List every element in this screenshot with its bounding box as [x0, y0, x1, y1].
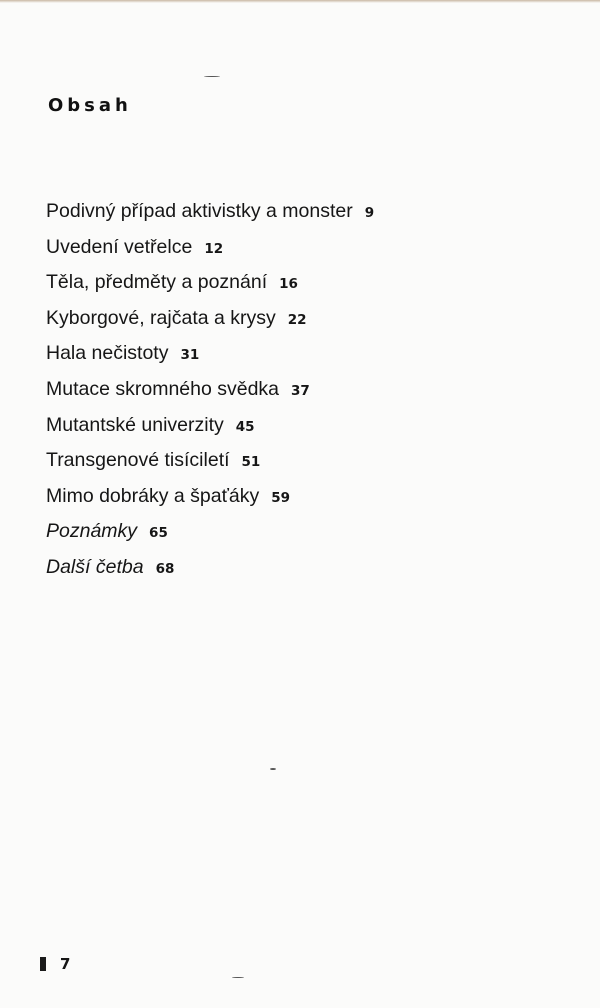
toc-entry [46, 372, 374, 408]
toc-entry-title: Mimo dobráky a špaťáky [46, 484, 260, 507]
page-marker [40, 957, 46, 971]
toc-entry-page: 68 [155, 560, 175, 577]
toc-entry-title: Transgenové tisíciletí [46, 449, 230, 472]
toc-entry-page: 51 [241, 454, 261, 471]
toc-entry-title: Těla, předměty a poznání [46, 271, 268, 294]
toc-entry-page: 31 [180, 347, 200, 364]
toc-entry-page: 22 [287, 311, 307, 328]
toc-entry [46, 514, 374, 550]
print-speck [204, 76, 220, 77]
page-footer [40, 955, 70, 972]
toc-entry [46, 479, 374, 515]
toc-entry [46, 194, 374, 230]
toc-entry-title: Další četba [46, 555, 144, 578]
toc-entry-title: Poznámky [46, 520, 138, 543]
print-speck [232, 977, 244, 978]
contents-heading: Obsah [48, 95, 132, 116]
table-of-contents [46, 194, 374, 586]
toc-entry-title: Hala nečistoty [46, 342, 169, 365]
toc-entry-page: 12 [204, 240, 224, 257]
toc-entry-title: Mutace skromného svědka [46, 377, 280, 400]
toc-entry [46, 230, 374, 266]
toc-entry [46, 265, 374, 301]
toc-entry [46, 408, 374, 444]
toc-entry-title: Mutantské univerzity [46, 413, 224, 436]
toc-entry-page: 59 [271, 489, 291, 506]
toc-entry-page: 37 [291, 382, 310, 399]
toc-entry-page: 9 [364, 205, 375, 221]
toc-entry-title: Kyborgové, rajčata a krysy [46, 306, 276, 329]
toc-entry [46, 443, 374, 479]
toc-entry [46, 301, 374, 337]
toc-entry-page: 45 [235, 418, 255, 435]
toc-entry-page: 16 [279, 276, 298, 293]
toc-entry-page: 65 [149, 525, 168, 542]
toc-entry-title: Uvedení vetřelce [46, 235, 193, 258]
toc-entry [46, 336, 374, 372]
page-top-edge [0, 0, 600, 3]
toc-entry [46, 550, 374, 586]
toc-entry-title: Podivný případ aktivistky a monster [46, 200, 353, 222]
page-number: 7 [60, 954, 71, 973]
print-speck [270, 768, 276, 770]
